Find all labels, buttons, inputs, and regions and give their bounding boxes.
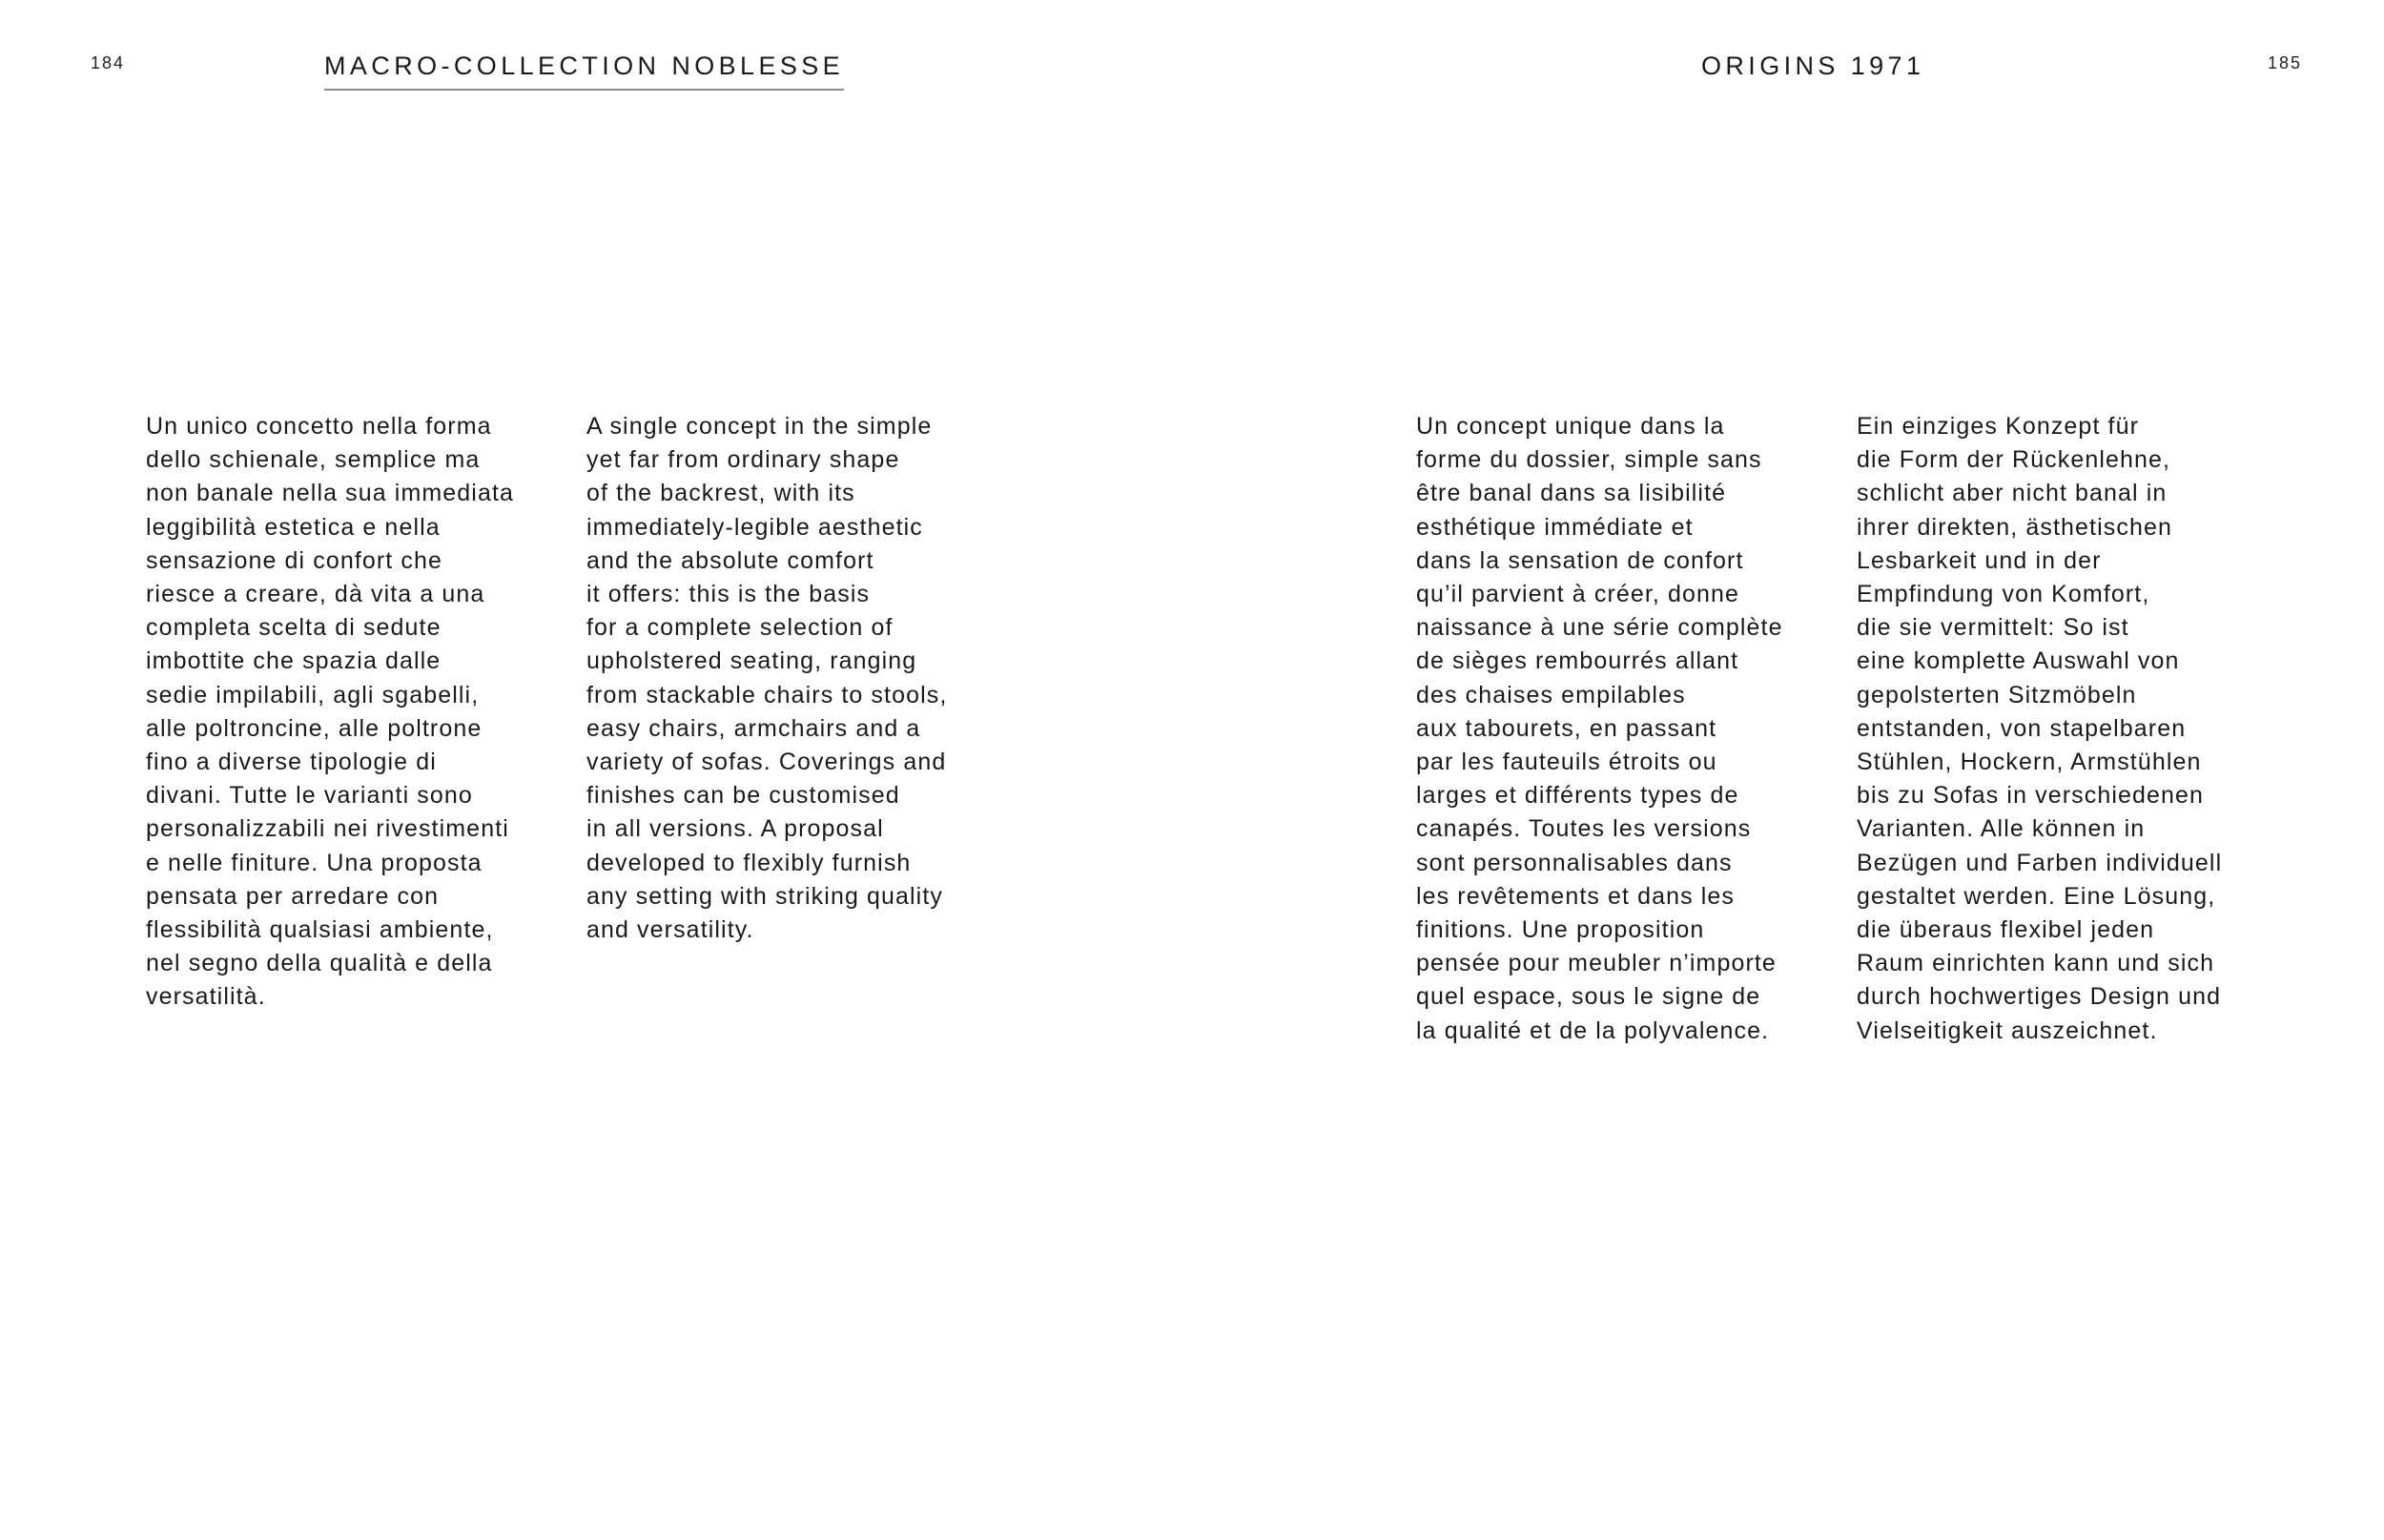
text-line: sont personnalisables dans [1416,849,1733,876]
text-line: of the backrest, with its [586,480,855,507]
text-line: imbottite che spazia dalle [146,647,442,675]
text-line: être banal dans sa lisibilité [1416,480,1727,507]
text-line: Stühlen, Hockern, Armstühlen [1857,749,2202,776]
text-line: ihrer direkten, ästhetischen [1857,513,2172,541]
text-column-french [1416,410,1783,1048]
text-line: variety of sofas. Coverings and [586,749,947,776]
text-line: e nelle finiture. Una proposta [146,849,483,876]
text-line: Varianten. Alle können in [1857,815,2146,843]
text-line: Empfindung von Komfort, [1857,581,2150,608]
text-line: die überaus flexibel jeden [1857,916,2155,944]
text-line: gestaltet werden. Eine Lösung, [1857,882,2216,910]
text-line: pensée pour meubler n’importe [1416,950,1777,977]
text-line: schlicht aber nicht banal in [1857,480,2168,507]
text-line: completa scelta di sedute [146,614,442,642]
text-line: les revêtements et dans les [1416,882,1736,910]
text-line: dello schienale, semplice ma [146,446,481,474]
text-line: bis zu Sofas in verschiedenen [1857,782,2205,810]
text-line: in all versions. A proposal [586,815,884,843]
text-line: entstanden, von stapelbaren [1857,714,2187,742]
page-number-left: 184 [91,53,126,72]
text-line: dans la sensation de confort [1416,546,1744,574]
text-line: durch hochwertiges Design und [1857,983,2222,1011]
text-line: immediately-legible aesthetic [586,513,923,541]
text-line: Bezügen und Farben individuell [1857,849,2223,876]
text-line: divani. Tutte le varianti sono [146,782,473,810]
text-column-english [586,410,947,947]
text-line: nel segno della qualità e della [146,950,493,977]
text-line: Raum einrichten kann und sich [1857,950,2215,977]
text-line: Un unico concetto nella forma [146,413,492,440]
text-line: eine komplette Auswahl von [1857,647,2180,675]
text-line: Ein einziges Konzept für [1857,413,2140,440]
text-line: sedie impilabili, agli sgabelli, [146,681,480,708]
text-line: aux tabourets, en passant [1416,714,1717,742]
text-line: esthétique immédiate et [1416,513,1694,541]
text-line: des chaises empilables [1416,681,1686,708]
section-title-left: MACRO-COLLECTION NOBLESSE [324,51,844,91]
text-line: pensata per arredare con [146,882,440,910]
text-line: Vielseitigkeit auszeichnet. [1857,1016,2158,1044]
text-line: die Form der Rückenlehne, [1857,446,2171,474]
text-line: Lesbarkeit und in der [1857,546,2102,574]
text-line: larges et différents types de [1416,782,1739,810]
text-line: it offers: this is the basis [586,581,871,608]
text-line: riesce a creare, dà vita a una [146,581,485,608]
text-line: personalizzabili nei rivestimenti [146,815,509,843]
text-line: yet far from ordinary shape [586,446,900,474]
text-line: easy chairs, armchairs and a [586,714,921,742]
text-line: quel espace, sous le signe de [1416,983,1761,1011]
text-line: any setting with striking quality [586,882,943,910]
text-line: finitions. Une proposition [1416,916,1705,944]
text-line: for a complete selection of [586,614,894,642]
text-line: canapés. Toutes les versions [1416,815,1752,843]
text-column-german [1857,410,2222,1048]
text-line: upholstered seating, ranging [586,647,917,675]
text-line: die sie vermittelt: So ist [1857,614,2129,642]
text-line: A single concept in the simple [586,413,933,440]
text-line: finishes can be customised [586,782,900,810]
text-line: developed to flexibly furnish [586,849,912,876]
text-line: de sièges rembourrés allant [1416,647,1739,675]
text-line: and versatility. [586,916,754,944]
text-line: forme du dossier, simple sans [1416,446,1762,474]
text-line: and the absolute comfort [586,546,874,574]
text-line: sensazione di confort che [146,546,443,574]
text-column-italian [146,410,514,1015]
text-line: qu’il parvient à créer, donne [1416,581,1740,608]
text-line: Un concept unique dans la [1416,413,1725,440]
text-line: alle poltroncine, alle poltrone [146,714,483,742]
text-line: versatilità. [146,983,266,1011]
text-line: non banale nella sua immediata [146,480,515,507]
text-line: flessibilità qualsiasi ambiente, [146,916,494,944]
text-line: la qualité et de la polyvalence. [1416,1016,1770,1044]
text-line: from stackable chairs to stools, [586,681,948,708]
text-line: fino a diverse tipologie di [146,749,437,776]
text-line: par les fauteuils étroits ou [1416,749,1717,776]
text-line: gepolsterten Sitzmöbeln [1857,681,2137,708]
text-line: leggibilità estetica e nella [146,513,441,541]
page-number-right: 185 [2268,53,2303,72]
section-title-right: ORIGINS 1971 [1701,51,1925,80]
text-line: naissance à une série complète [1416,614,1783,642]
